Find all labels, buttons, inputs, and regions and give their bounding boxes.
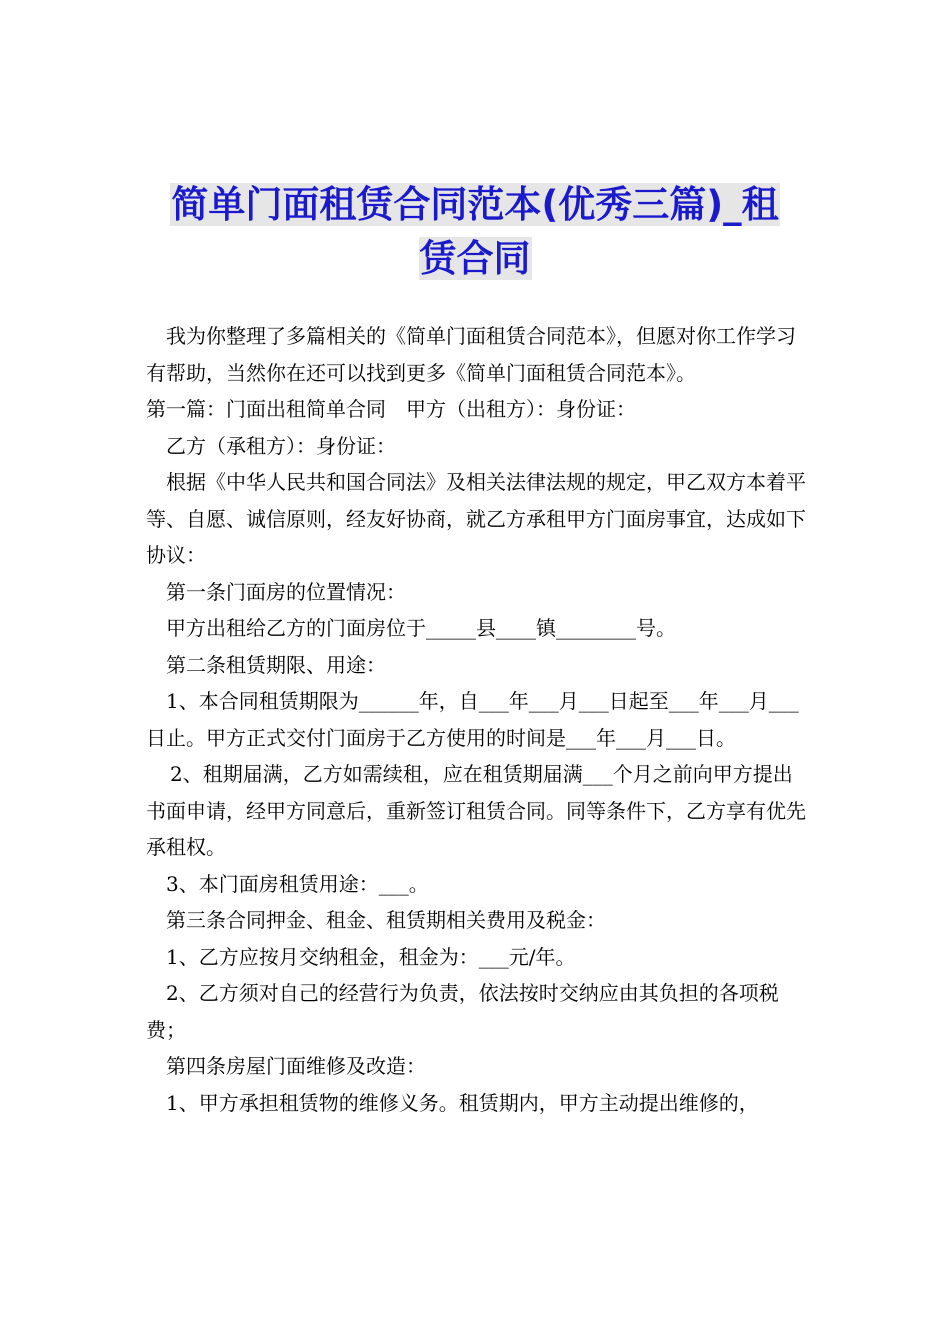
document-body	[146, 318, 810, 1121]
article-2-clause-1: 1、本合同租赁期限为______年，自___年___月___日起至___年___月___日止。甲方正式交付门面房于乙方使用的时间是___年___月___日。	[146, 689, 799, 750]
article-4-clause-1: 1、甲方承担租赁物的维修义务。租赁期内，甲方主动提出维修的，	[166, 1090, 759, 1115]
title-line-1: 简单门面租赁合同范本(优秀三篇)_租	[171, 183, 779, 226]
basis-paragraph: 根据《中华人民共和国合同法》及相关法律法规的规定，甲乙双方本着平等、自愿、诚信原则，经友好协商，就乙方承租甲方门面房事宜，达成如下协议：	[146, 470, 806, 567]
article-2-heading: 第二条租赁期限、用途：	[166, 652, 386, 677]
article-3-clause-1: 1、乙方应按月交纳租金，租金为：___元/年。	[166, 944, 576, 969]
article-2-clause-2: 2、租期届满，乙方如需续租，应在租赁期届满___个月之前向甲方提出书面申请，经甲方同意后，重新签订租赁合同。同等条件下，乙方享有优先承租权。	[146, 762, 806, 859]
document-title	[100, 178, 850, 286]
article-1-location: 甲方出租给乙方的门面房位于_____县____镇________号。	[166, 616, 676, 640]
article-3-clause-2: 2、乙方须对自己的经营行为负责，依法按时交纳应由其负担的各项税费；	[146, 981, 779, 1042]
article-2-clause-3: 3、本门面房租赁用途：___。	[166, 871, 429, 896]
intro-paragraph: 我为你整理了多篇相关的《简单门面租赁合同范本》，但愿对你工作学习有帮助，当然你在还可以找到更多《简单门面租赁合同范本》。	[146, 324, 796, 385]
party-b-line: 乙方（承租方）：身份证：	[166, 433, 396, 458]
title-line-2: 赁合同	[419, 237, 531, 280]
article-4-heading: 第四条房屋门面维修及改造：	[166, 1054, 426, 1078]
section-heading-part-one: 第一篇：门面出租简单合同 甲方（出租方）：身份证：	[146, 397, 636, 421]
article-3-heading: 第三条合同押金、租金、租赁期相关费用及税金：	[166, 908, 606, 932]
article-1-heading: 第一条门面房的位置情况：	[166, 579, 406, 604]
